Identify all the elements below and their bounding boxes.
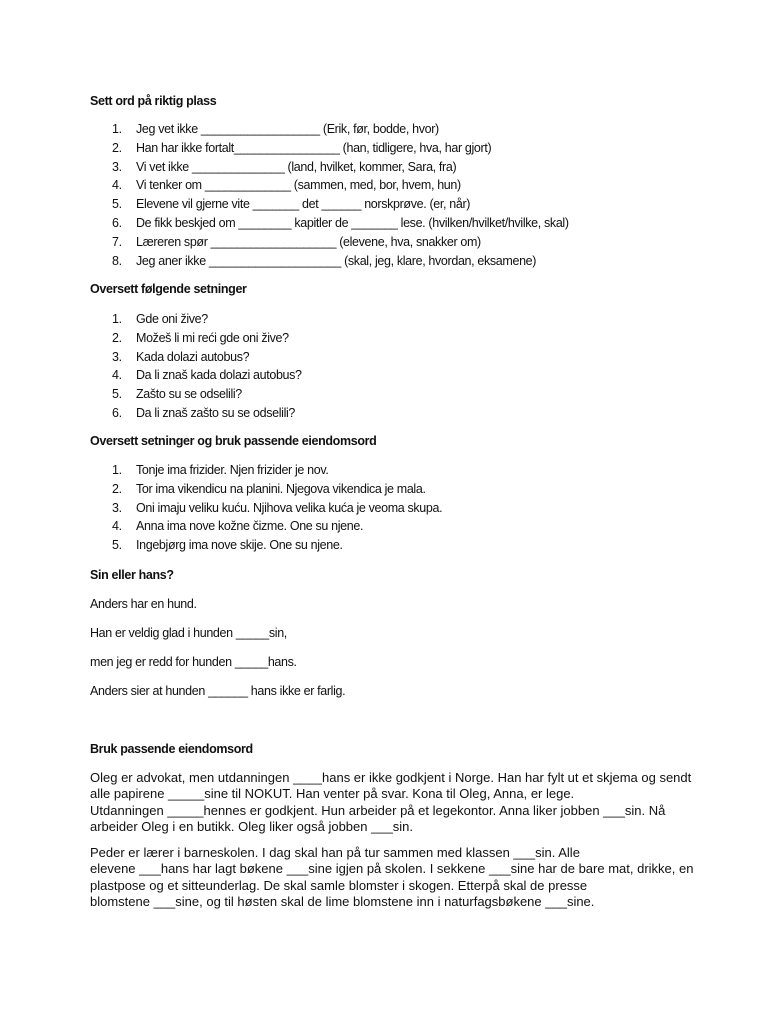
item-text: Tor ima vikendicu na planini. Njegova vikendica je mala.: [136, 481, 426, 496]
item-number: 4.: [112, 178, 122, 193]
item-number: 6.: [112, 405, 122, 420]
item-text: Možeš li mi reći gde oni žive?: [136, 330, 289, 345]
item-text: Han har ikke fortalt________________ (han, tidligere, hva, har gjort): [136, 140, 492, 155]
item-text: Gde oni žive?: [136, 312, 208, 326]
item-number: 2.: [112, 330, 122, 345]
item-number: 3.: [112, 500, 122, 515]
item-text: Jeg aner ikke ____________________ (skal, jeg, klare, hvordan, eksamene): [136, 253, 537, 268]
item-number: 4.: [112, 368, 122, 383]
section-heading-sin-eller-hans: Sin eller hans?: [90, 568, 174, 582]
section-heading-oversett-eiendomsord: Oversett setninger og bruk passende eiendomsord: [90, 434, 377, 448]
item-number: 4.: [112, 519, 122, 534]
item-number: 8.: [112, 253, 122, 268]
section-heading-oversett-folgende: Oversett følgende setninger: [90, 282, 247, 296]
sentence-line: men jeg er redd for hunden _____hans.: [90, 655, 297, 669]
item-number: 5.: [112, 387, 122, 402]
paragraph-peder: [90, 845, 694, 911]
item-text: Da li znaš kada dolazi autobus?: [136, 368, 302, 383]
item-text: Elevene vil gjerne vite _______ det ______ norskprøve. (er, når): [136, 197, 471, 212]
paragraph-line: blomstene ___sine, og til høsten skal de lime blomstene inn i naturfagsbøkene ___sine.: [90, 894, 595, 910]
item-text: Da li znaš zašto su se odselili?: [136, 405, 296, 420]
item-number: 2.: [112, 140, 122, 155]
sentence-line: Anders har en hund.: [90, 597, 197, 611]
section-heading-sett-ord: Sett ord på riktig plass: [90, 94, 217, 108]
item-text: Tonje ima frizider. Njen frizider je nov.: [136, 463, 329, 477]
item-number: 5.: [112, 538, 122, 553]
paragraph-line: Peder er lærer i barneskolen. I dag skal han på tur sammen med klassen ___sin. Alle: [90, 845, 580, 860]
item-text: De fikk beskjed om ________ kapitler de _______ lese. (hvilken/hvilket/hvilke, skal): [136, 215, 569, 230]
item-text: Jeg vet ikke __________________ (Erik, før, bodde, hvor): [136, 122, 439, 136]
paragraph-line: Utdanningen _____hennes er godkjent. Hun arbeider på et legekontor. Anna liker jobben ___sin. Nå: [90, 802, 666, 818]
item-text: Zašto su se odselili?: [136, 387, 242, 402]
item-text: Vi vet ikke ______________ (land, hvilket, kommer, Sara, fra): [136, 159, 457, 174]
sentence-line: Han er veldig glad i hunden _____sin,: [90, 626, 287, 640]
paragraph-line: elevene ___hans har lagt bøkene ___sine igjen på skolen. I sekkene ___sine har de bare mat, drikke, en: [90, 861, 694, 877]
item-text: Læreren spør ___________________ (elevene, hva, snakker om): [136, 234, 481, 249]
item-number: 1.: [112, 122, 122, 136]
paragraph-line: plastpose og et sitteunderlag. De skal samle blomster i skogen. Etterpå skal de presse: [90, 877, 588, 893]
paragraph-line: Oleg er advokat, men utdanningen ____hans er ikke godkjent i Norge. Han har fylt ut et skjema og sendt: [90, 770, 692, 785]
item-text: Kada dolazi autobus?: [136, 349, 250, 364]
item-number: 1.: [112, 463, 122, 477]
item-number: 3.: [112, 349, 122, 364]
item-text: Vi tenker om _____________ (sammen, med, bor, hvem, hun): [136, 178, 461, 193]
paragraph-line: arbeider Oleg i en butikk. Oleg liker også jobben ___sin.: [90, 819, 414, 835]
item-number: 7.: [112, 234, 122, 249]
item-text: Anna ima nove kožne čizme. One su njene.: [136, 519, 364, 534]
item-number: 3.: [112, 159, 122, 174]
item-number: 2.: [112, 481, 122, 496]
paragraph-oleg: [90, 770, 690, 836]
item-text: Ingebjørg ima nove skije. One su njene.: [136, 538, 343, 553]
item-text: Oni imaju veliku kuću. Njihova velika kuća je veoma skupa.: [136, 500, 443, 515]
section-heading-bruk-eiendomsord: Bruk passende eiendomsord: [90, 742, 253, 756]
sentence-line: Anders sier at hunden ______ hans ikke er farlig.: [90, 684, 346, 698]
paragraph-line: alle papirene _____sine til NOKUT. Han venter på svar. Kona til Oleg, Anna, er lege.: [90, 786, 575, 802]
item-number: 6.: [112, 215, 122, 230]
item-number: 5.: [112, 197, 122, 212]
item-number: 1.: [112, 312, 122, 326]
